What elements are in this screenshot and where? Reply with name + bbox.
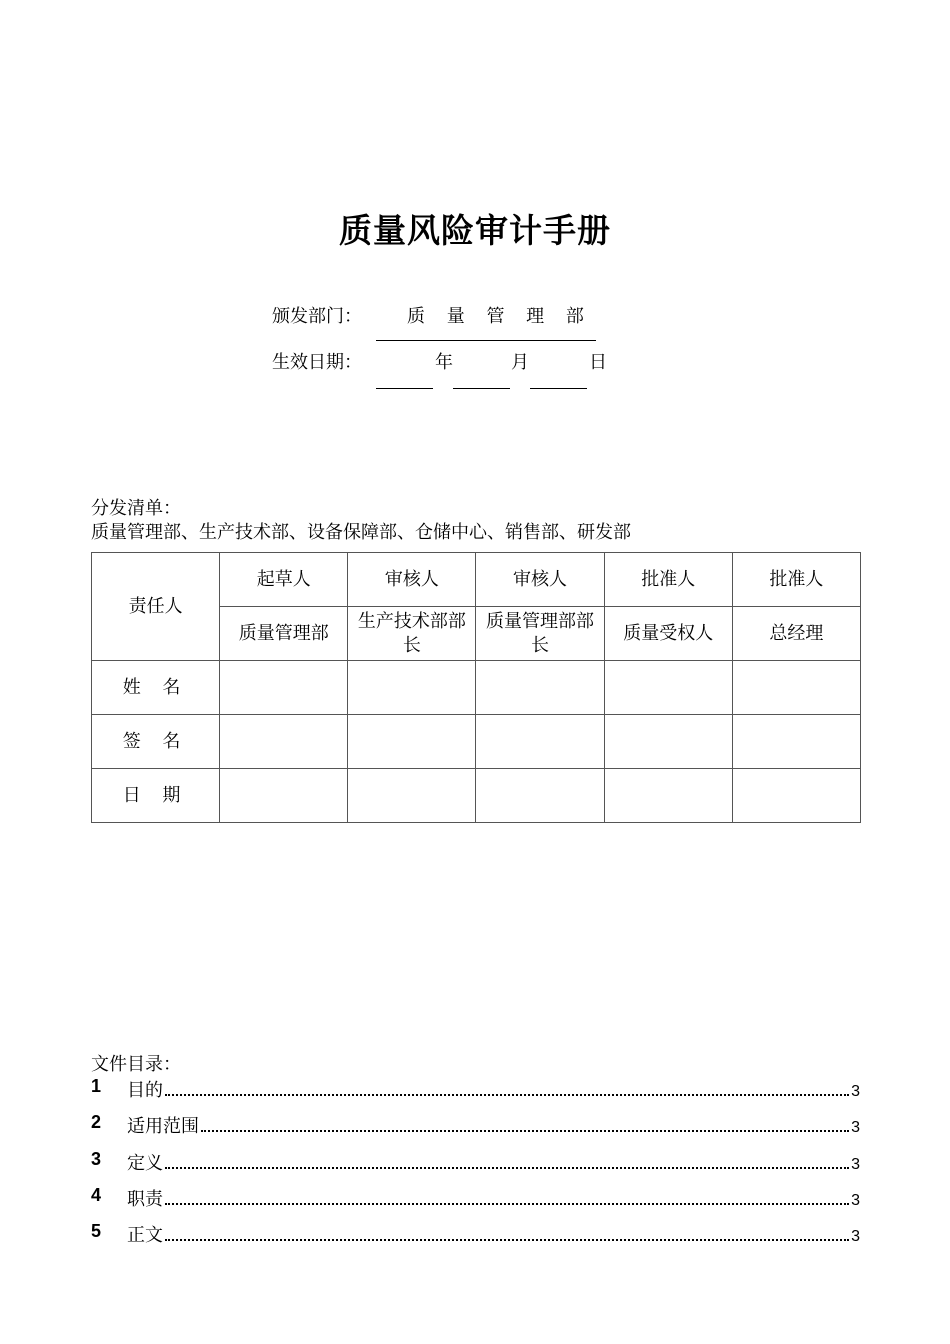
- role-header: 批准人: [732, 553, 860, 607]
- toc-number: 3: [91, 1149, 102, 1169]
- toc-number: 4: [91, 1185, 102, 1205]
- department-cell: 质量受权人: [604, 607, 732, 661]
- issue-dept-value: 质 量 管 理 部: [407, 306, 592, 327]
- toc-leader-dots: [165, 1153, 849, 1169]
- document-title: 质量风险审计手册: [339, 211, 611, 250]
- department-cell: 质量管理部部长: [476, 607, 604, 661]
- table-row: [92, 661, 861, 715]
- toc-item[interactable]: [91, 1076, 860, 1100]
- toc-item[interactable]: [91, 1185, 860, 1209]
- toc-page-number: 3: [851, 1156, 860, 1173]
- toc-title[interactable]: 适用范围: [127, 1116, 199, 1137]
- toc-item[interactable]: [91, 1221, 860, 1245]
- blank-cell[interactable]: [348, 769, 476, 823]
- blank-cell[interactable]: [604, 769, 732, 823]
- effective-month-label: 月: [511, 352, 537, 373]
- toc-leader-dots: [165, 1189, 849, 1205]
- day-blank-line: [530, 388, 587, 389]
- toc-leader-dots: [165, 1225, 849, 1241]
- signature-table: [91, 552, 861, 823]
- row-label-date: 日 期: [92, 769, 220, 823]
- blank-cell[interactable]: [220, 715, 348, 769]
- row-label-signature: 签 名: [92, 715, 220, 769]
- toc-title[interactable]: 职责: [127, 1189, 163, 1210]
- toc-item[interactable]: [91, 1112, 860, 1136]
- blank-cell[interactable]: [476, 661, 604, 715]
- blank-cell[interactable]: [604, 715, 732, 769]
- role-header: 审核人: [476, 553, 604, 607]
- department-cell: 总经理: [732, 607, 860, 661]
- blank-cell[interactable]: [476, 715, 604, 769]
- toc-page-number: 3: [851, 1083, 860, 1100]
- distribution-list: 质量管理部、生产技术部、设备保障部、仓储中心、销售部、研发部: [91, 522, 631, 543]
- issue-dept-underline: [376, 340, 596, 341]
- toc-title[interactable]: 正文: [127, 1225, 163, 1246]
- role-header: 批准人: [604, 553, 732, 607]
- blank-cell[interactable]: [348, 715, 476, 769]
- issue-dept-label: 颁发部门：: [272, 306, 362, 327]
- table-row: [92, 769, 861, 823]
- toc-page-number: 3: [851, 1119, 860, 1136]
- toc-title[interactable]: 定义: [127, 1153, 163, 1174]
- blank-cell[interactable]: [220, 769, 348, 823]
- toc-item[interactable]: [91, 1149, 860, 1173]
- toc-number: 2: [91, 1112, 102, 1132]
- table-row: [92, 715, 861, 769]
- distribution-label: 分发清单：: [91, 498, 181, 519]
- blank-cell[interactable]: [348, 661, 476, 715]
- blank-cell[interactable]: [732, 715, 860, 769]
- department-cell: 质量管理部: [220, 607, 348, 661]
- toc-heading: 文件目录：: [91, 1054, 181, 1075]
- table-row: [92, 553, 861, 607]
- role-header: 起草人: [220, 553, 348, 607]
- effective-date-label: 生效日期：: [272, 352, 362, 373]
- responsible-header: 责任人: [92, 553, 220, 661]
- toc-number: 1: [91, 1076, 102, 1096]
- role-header: 审核人: [348, 553, 476, 607]
- blank-cell[interactable]: [476, 769, 604, 823]
- toc-number: 5: [91, 1221, 102, 1241]
- toc-page-number: 3: [851, 1192, 860, 1209]
- effective-day-label: 日: [589, 352, 615, 373]
- toc-leader-dots: [201, 1116, 849, 1132]
- toc-title[interactable]: 目的: [127, 1080, 163, 1101]
- department-cell: 生产技术部部长: [348, 607, 476, 661]
- row-label-name: 姓 名: [92, 661, 220, 715]
- blank-cell[interactable]: [604, 661, 732, 715]
- effective-year-label: 年: [435, 352, 461, 373]
- blank-cell[interactable]: [732, 661, 860, 715]
- year-blank-line: [376, 388, 433, 389]
- toc-page-number: 3: [851, 1228, 860, 1245]
- toc-leader-dots: [165, 1080, 849, 1096]
- month-blank-line: [453, 388, 510, 389]
- blank-cell[interactable]: [220, 661, 348, 715]
- blank-cell[interactable]: [732, 769, 860, 823]
